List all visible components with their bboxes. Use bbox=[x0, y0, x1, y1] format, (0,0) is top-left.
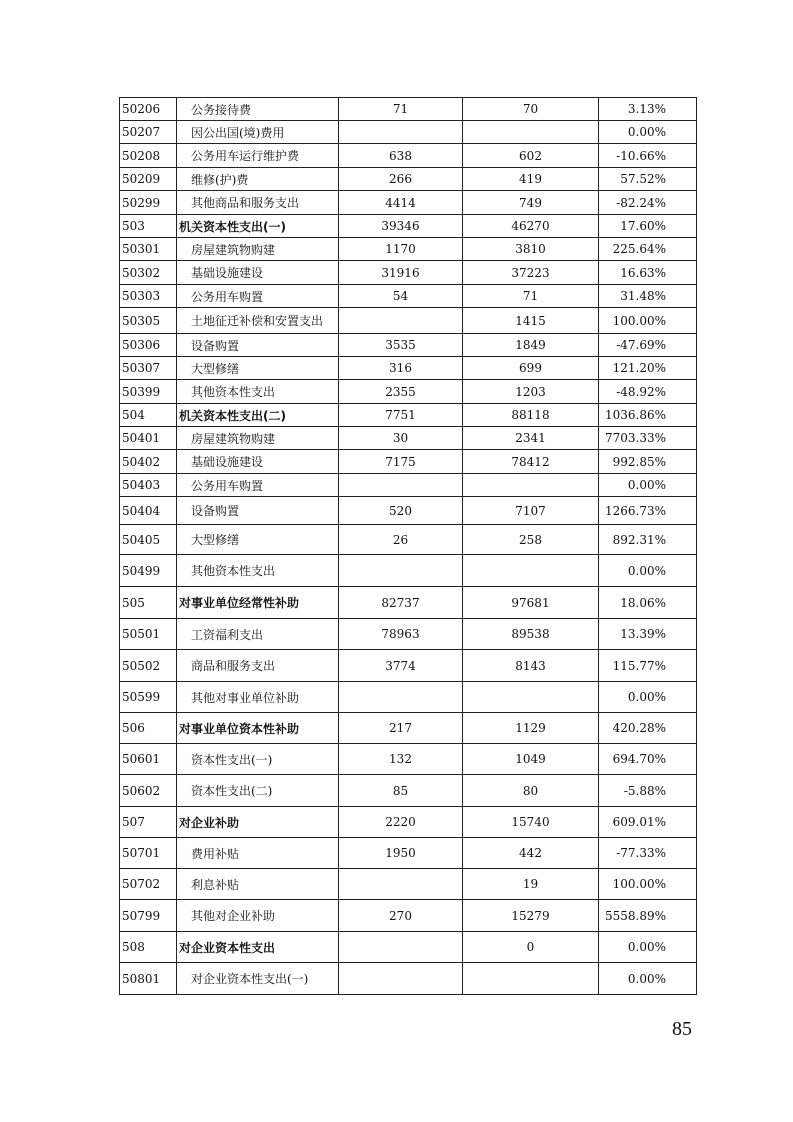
item-name-cell: 公务用车运行维护费 bbox=[177, 144, 339, 168]
amount-current-cell: 78412 bbox=[463, 450, 599, 474]
amount-previous-cell: 520 bbox=[339, 497, 463, 525]
item-name-cell: 公务用车购置 bbox=[177, 285, 339, 308]
item-name-cell: 维修(护)费 bbox=[177, 168, 339, 191]
amount-current-cell bbox=[463, 121, 599, 144]
table-row bbox=[120, 215, 697, 238]
account-code-cell: 50206 bbox=[120, 98, 177, 121]
item-name-cell: 大型修缮 bbox=[177, 357, 339, 380]
table-row bbox=[120, 191, 697, 215]
account-code-cell: 50404 bbox=[120, 497, 177, 525]
account-code-cell: 50209 bbox=[120, 168, 177, 191]
amount-current-cell bbox=[463, 555, 599, 587]
change-percent-cell: 16.63% bbox=[599, 261, 697, 285]
table-row bbox=[120, 744, 697, 775]
amount-previous-cell: 217 bbox=[339, 713, 463, 744]
amount-previous-cell: 2220 bbox=[339, 807, 463, 838]
amount-previous-cell bbox=[339, 963, 463, 995]
table-row bbox=[120, 427, 697, 450]
table-row bbox=[120, 261, 697, 285]
item-name-cell: 费用补贴 bbox=[177, 838, 339, 869]
account-code-cell: 504 bbox=[120, 404, 177, 427]
account-code-cell: 50399 bbox=[120, 380, 177, 404]
table-row bbox=[120, 682, 697, 713]
amount-current-cell bbox=[463, 682, 599, 713]
item-name-cell: 其他资本性支出 bbox=[177, 380, 339, 404]
amount-previous-cell: 82737 bbox=[339, 587, 463, 619]
change-percent-cell: -48.92% bbox=[599, 380, 697, 404]
amount-current-cell: 97681 bbox=[463, 587, 599, 619]
amount-previous-cell: 132 bbox=[339, 744, 463, 775]
amount-current-cell: 749 bbox=[463, 191, 599, 215]
change-percent-cell: 0.00% bbox=[599, 121, 697, 144]
account-code-cell: 50599 bbox=[120, 682, 177, 713]
change-percent-cell: 17.60% bbox=[599, 215, 697, 238]
amount-previous-cell bbox=[339, 682, 463, 713]
table-row bbox=[120, 775, 697, 807]
amount-previous-cell: 316 bbox=[339, 357, 463, 380]
table-row bbox=[120, 238, 697, 261]
item-name-cell: 公务接待费 bbox=[177, 98, 339, 121]
change-percent-cell: -82.24% bbox=[599, 191, 697, 215]
item-name-cell: 其他对企业补助 bbox=[177, 900, 339, 932]
amount-previous-cell: 638 bbox=[339, 144, 463, 168]
amount-previous-cell bbox=[339, 932, 463, 963]
table-row bbox=[120, 587, 697, 619]
amount-current-cell bbox=[463, 963, 599, 995]
item-name-cell: 房屋建筑物购建 bbox=[177, 238, 339, 261]
change-percent-cell: 0.00% bbox=[599, 963, 697, 995]
item-name-cell: 土地征迁补偿和安置支出 bbox=[177, 308, 339, 334]
item-name-cell: 设备购置 bbox=[177, 334, 339, 357]
item-name-cell: 对企业资本性支出 bbox=[177, 932, 339, 963]
item-name-cell: 机关资本性支出(一) bbox=[177, 215, 339, 238]
account-code-cell: 50401 bbox=[120, 427, 177, 450]
page-number: 85 bbox=[672, 1018, 692, 1040]
amount-current-cell bbox=[463, 474, 599, 497]
change-percent-cell: 0.00% bbox=[599, 555, 697, 587]
item-name-cell: 资本性支出(一) bbox=[177, 744, 339, 775]
amount-previous-cell bbox=[339, 474, 463, 497]
change-percent-cell: 694.70% bbox=[599, 744, 697, 775]
change-percent-cell: 992.85% bbox=[599, 450, 697, 474]
table-row bbox=[120, 334, 697, 357]
table-row bbox=[120, 619, 697, 650]
change-percent-cell: 225.64% bbox=[599, 238, 697, 261]
amount-previous-cell bbox=[339, 869, 463, 900]
item-name-cell: 利息补贴 bbox=[177, 869, 339, 900]
amount-current-cell: 88118 bbox=[463, 404, 599, 427]
table-row bbox=[120, 713, 697, 744]
amount-current-cell: 2341 bbox=[463, 427, 599, 450]
change-percent-cell: -77.33% bbox=[599, 838, 697, 869]
amount-previous-cell bbox=[339, 121, 463, 144]
amount-previous-cell: 1950 bbox=[339, 838, 463, 869]
item-name-cell: 设备购置 bbox=[177, 497, 339, 525]
item-name-cell: 其他对事业单位补助 bbox=[177, 682, 339, 713]
change-percent-cell: 115.77% bbox=[599, 650, 697, 682]
account-code-cell: 503 bbox=[120, 215, 177, 238]
amount-previous-cell: 4414 bbox=[339, 191, 463, 215]
account-code-cell: 50501 bbox=[120, 619, 177, 650]
table-row bbox=[120, 497, 697, 525]
item-name-cell: 商品和服务支出 bbox=[177, 650, 339, 682]
item-name-cell: 基础设施建设 bbox=[177, 261, 339, 285]
table-row bbox=[120, 308, 697, 334]
amount-previous-cell: 85 bbox=[339, 775, 463, 807]
amount-current-cell: 1415 bbox=[463, 308, 599, 334]
amount-current-cell: 89538 bbox=[463, 619, 599, 650]
table-row bbox=[120, 963, 697, 995]
change-percent-cell: -5.88% bbox=[599, 775, 697, 807]
amount-previous-cell: 26 bbox=[339, 525, 463, 555]
amount-previous-cell: 71 bbox=[339, 98, 463, 121]
account-code-cell: 50302 bbox=[120, 261, 177, 285]
account-code-cell: 50307 bbox=[120, 357, 177, 380]
account-code-cell: 50303 bbox=[120, 285, 177, 308]
amount-previous-cell bbox=[339, 555, 463, 587]
account-code-cell: 50306 bbox=[120, 334, 177, 357]
amount-current-cell: 15740 bbox=[463, 807, 599, 838]
item-name-cell: 对事业单位经常性补助 bbox=[177, 587, 339, 619]
table-row bbox=[120, 838, 697, 869]
amount-previous-cell: 30 bbox=[339, 427, 463, 450]
item-name-cell: 因公出国(境)费用 bbox=[177, 121, 339, 144]
amount-previous-cell: 7751 bbox=[339, 404, 463, 427]
account-code-cell: 50502 bbox=[120, 650, 177, 682]
account-code-cell: 50499 bbox=[120, 555, 177, 587]
amount-current-cell: 1849 bbox=[463, 334, 599, 357]
amount-current-cell: 7107 bbox=[463, 497, 599, 525]
amount-current-cell: 37223 bbox=[463, 261, 599, 285]
amount-current-cell: 3810 bbox=[463, 238, 599, 261]
amount-current-cell: 80 bbox=[463, 775, 599, 807]
item-name-cell: 对事业单位资本性补助 bbox=[177, 713, 339, 744]
table-row bbox=[120, 525, 697, 555]
table-row bbox=[120, 380, 697, 404]
account-code-cell: 50702 bbox=[120, 869, 177, 900]
account-code-cell: 50701 bbox=[120, 838, 177, 869]
change-percent-cell: 31.48% bbox=[599, 285, 697, 308]
table-row bbox=[120, 932, 697, 963]
change-percent-cell: 18.06% bbox=[599, 587, 697, 619]
change-percent-cell: 100.00% bbox=[599, 869, 697, 900]
table-row bbox=[120, 357, 697, 380]
table-row bbox=[120, 404, 697, 427]
table-row bbox=[120, 869, 697, 900]
change-percent-cell: 420.28% bbox=[599, 713, 697, 744]
table-row bbox=[120, 144, 697, 168]
table-row bbox=[120, 900, 697, 932]
change-percent-cell: 0.00% bbox=[599, 474, 697, 497]
table-body bbox=[120, 98, 697, 995]
account-code-cell: 50799 bbox=[120, 900, 177, 932]
item-name-cell: 大型修缮 bbox=[177, 525, 339, 555]
amount-current-cell: 8143 bbox=[463, 650, 599, 682]
amount-current-cell: 699 bbox=[463, 357, 599, 380]
table-row bbox=[120, 121, 697, 144]
account-code-cell: 50405 bbox=[120, 525, 177, 555]
amount-previous-cell: 54 bbox=[339, 285, 463, 308]
amount-previous-cell: 270 bbox=[339, 900, 463, 932]
amount-previous-cell: 266 bbox=[339, 168, 463, 191]
change-percent-cell: 3.13% bbox=[599, 98, 697, 121]
account-code-cell: 50305 bbox=[120, 308, 177, 334]
amount-previous-cell: 39346 bbox=[339, 215, 463, 238]
amount-current-cell: 15279 bbox=[463, 900, 599, 932]
account-code-cell: 508 bbox=[120, 932, 177, 963]
amount-current-cell: 1049 bbox=[463, 744, 599, 775]
change-percent-cell: 57.52% bbox=[599, 168, 697, 191]
change-percent-cell: 100.00% bbox=[599, 308, 697, 334]
item-name-cell: 公务用车购置 bbox=[177, 474, 339, 497]
account-code-cell: 50301 bbox=[120, 238, 177, 261]
item-name-cell: 其他资本性支出 bbox=[177, 555, 339, 587]
amount-current-cell: 419 bbox=[463, 168, 599, 191]
account-code-cell: 506 bbox=[120, 713, 177, 744]
item-name-cell: 基础设施建设 bbox=[177, 450, 339, 474]
budget-table-container bbox=[119, 97, 696, 995]
amount-current-cell: 258 bbox=[463, 525, 599, 555]
table-row bbox=[120, 98, 697, 121]
item-name-cell: 机关资本性支出(二) bbox=[177, 404, 339, 427]
account-code-cell: 50403 bbox=[120, 474, 177, 497]
item-name-cell: 工资福利支出 bbox=[177, 619, 339, 650]
amount-previous-cell: 3774 bbox=[339, 650, 463, 682]
change-percent-cell: 609.01% bbox=[599, 807, 697, 838]
change-percent-cell: -10.66% bbox=[599, 144, 697, 168]
amount-current-cell: 0 bbox=[463, 932, 599, 963]
amount-previous-cell bbox=[339, 308, 463, 334]
account-code-cell: 50801 bbox=[120, 963, 177, 995]
amount-previous-cell: 2355 bbox=[339, 380, 463, 404]
amount-current-cell: 71 bbox=[463, 285, 599, 308]
item-name-cell: 对企业资本性支出(一) bbox=[177, 963, 339, 995]
change-percent-cell: 7703.33% bbox=[599, 427, 697, 450]
account-code-cell: 50299 bbox=[120, 191, 177, 215]
change-percent-cell: 121.20% bbox=[599, 357, 697, 380]
change-percent-cell: -47.69% bbox=[599, 334, 697, 357]
amount-previous-cell: 78963 bbox=[339, 619, 463, 650]
amount-previous-cell: 1170 bbox=[339, 238, 463, 261]
account-code-cell: 50208 bbox=[120, 144, 177, 168]
item-name-cell: 资本性支出(二) bbox=[177, 775, 339, 807]
amount-current-cell: 46270 bbox=[463, 215, 599, 238]
change-percent-cell: 13.39% bbox=[599, 619, 697, 650]
change-percent-cell: 5558.89% bbox=[599, 900, 697, 932]
amount-current-cell: 19 bbox=[463, 869, 599, 900]
amount-previous-cell: 7175 bbox=[339, 450, 463, 474]
amount-current-cell: 1129 bbox=[463, 713, 599, 744]
account-code-cell: 507 bbox=[120, 807, 177, 838]
item-name-cell: 房屋建筑物购建 bbox=[177, 427, 339, 450]
account-code-cell: 50601 bbox=[120, 744, 177, 775]
item-name-cell: 对企业补助 bbox=[177, 807, 339, 838]
account-code-cell: 50602 bbox=[120, 775, 177, 807]
table-row bbox=[120, 168, 697, 191]
account-code-cell: 505 bbox=[120, 587, 177, 619]
item-name-cell: 其他商品和服务支出 bbox=[177, 191, 339, 215]
account-code-cell: 50207 bbox=[120, 121, 177, 144]
change-percent-cell: 1036.86% bbox=[599, 404, 697, 427]
amount-current-cell: 1203 bbox=[463, 380, 599, 404]
amount-current-cell: 70 bbox=[463, 98, 599, 121]
budget-expenditure-table bbox=[119, 97, 697, 995]
table-row bbox=[120, 474, 697, 497]
account-code-cell: 50402 bbox=[120, 450, 177, 474]
amount-previous-cell: 31916 bbox=[339, 261, 463, 285]
change-percent-cell: 892.31% bbox=[599, 525, 697, 555]
table-row bbox=[120, 555, 697, 587]
table-row bbox=[120, 807, 697, 838]
table-row bbox=[120, 450, 697, 474]
change-percent-cell: 1266.73% bbox=[599, 497, 697, 525]
amount-current-cell: 442 bbox=[463, 838, 599, 869]
table-row bbox=[120, 650, 697, 682]
change-percent-cell: 0.00% bbox=[599, 682, 697, 713]
change-percent-cell: 0.00% bbox=[599, 932, 697, 963]
amount-previous-cell: 3535 bbox=[339, 334, 463, 357]
amount-current-cell: 602 bbox=[463, 144, 599, 168]
table-row bbox=[120, 285, 697, 308]
